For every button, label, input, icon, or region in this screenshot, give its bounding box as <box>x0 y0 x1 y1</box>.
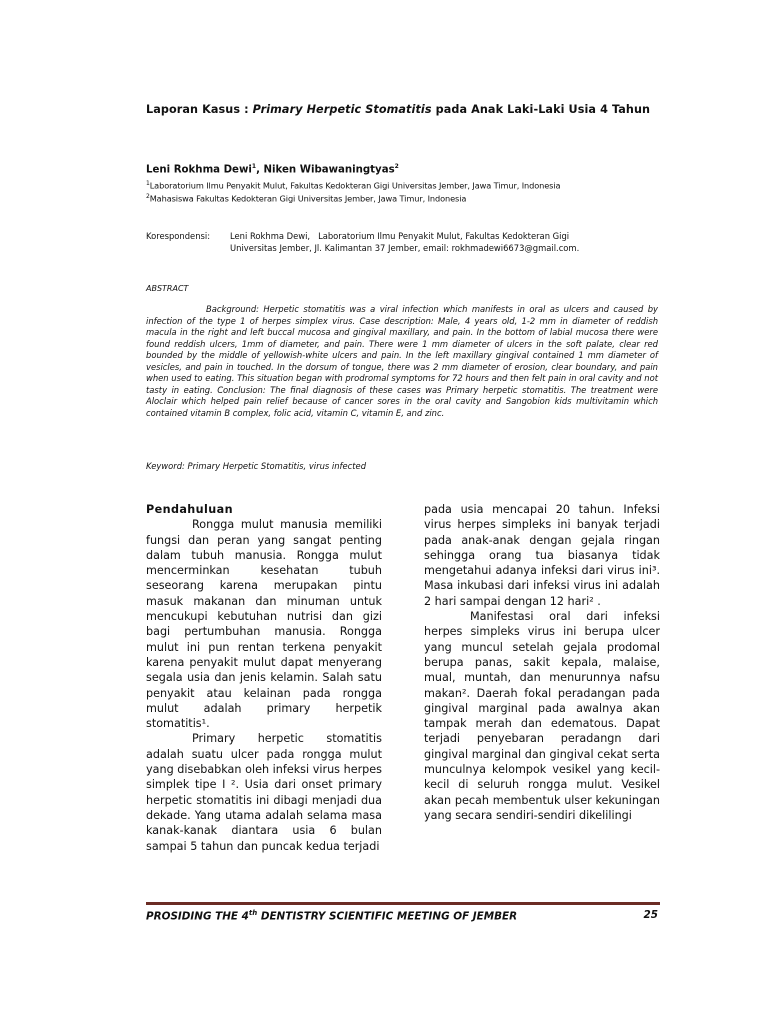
affiliation-2-sup: 2 <box>146 193 150 200</box>
author-1: Leni Rokhma Dewi <box>146 164 252 176</box>
paper-title <box>146 103 666 116</box>
footer-rule <box>146 902 660 905</box>
correspondence <box>146 230 662 254</box>
affiliation-1-sup: 1 <box>146 180 150 187</box>
affiliation-1-text: Laboratorium Ilmu Penyakit Mulut, Fakultas Kedokteran Gigi Universitas Jember, Jawa Timur, Indonesia <box>149 180 561 191</box>
title-suffix: pada Anak Laki-Laki Usia 4 Tahun <box>431 103 651 116</box>
correspondence-label: Korespondensi: <box>146 231 211 241</box>
title-italic: Primary Herpetic Stomatitis <box>252 103 432 116</box>
title-prefix: Laporan Kasus : <box>146 103 253 116</box>
paragraph-right-1: pada usia mencapai 20 tahun. Infeksi virus herpes simpleks ini banyak terjadi pada anak-anak dengan gejala ringan sehingga orang tua biasanya tidak mengetahui adanya infeksi dari virus ini³. Masa inkubasi dari infeksi virus ini adalah 2 hari sampai dengan 12 hari² . <box>424 503 660 608</box>
author-separator: , <box>256 164 264 176</box>
author-2-sup: 2 <box>394 163 399 170</box>
correspondence-line-2: Universitas Jember, Jl. Kalimantan 37 Jember, email: rokhmadewi6673@gmail.com. <box>230 243 580 253</box>
page-number: 25 <box>643 909 658 921</box>
abstract-heading: ABSTRACT <box>146 284 189 293</box>
affiliation-1 <box>146 180 666 191</box>
author-2: Niken Wibawaningtyas <box>263 164 395 176</box>
paragraph-left-2: Primary herpetic stomatitis adalah suatu ulcer pada rongga mulut yang disebabkan oleh infeksi virus herpes simplek tipe I ². Usia dari onset primary herpetic stomatitis ini dibagi menjadi dua dekade. Yang utama adalah selama masa kanak-kanak diantara usia 6 bulan sampai 5 tahun dan puncak kedua terjadi <box>146 732 382 853</box>
footer-proceedings-title <box>146 909 517 922</box>
body-column-left <box>146 502 382 854</box>
authors-line <box>146 163 399 175</box>
abstract-body: Background: Herpetic stomatitis was a viral infection which manifests in oral as ulcers and caused by infection of the type 1 of herpes simplex virus. Case description: Male, 4 years old, 1-2 mm in diameter of reddish macula in the right and left buccal mucosa and gingival maxillary, and pain. In the bottom of labial mucosa there were found reddish ulcers, 1mm of diameter, and pain. There were 1 mm diameter of ulcers in the soft palate, clear red bounded by the middle of yellowish-white ulcers and pain. In the left maxillary gingival contained 1 mm diameter of vesicles, and pain in touched. In the dorsum of tongue, there was 2 mm diameter of erosion, clear boundary, and pain when used to eating. This situation began with prodromal symptoms for 72 hours and then felt pain in oral cavity and not tasty in eating. Conclusion: The final diagnosis of these cases was Primary herpetic stomatitis. The treatment were Aloclair which helped pain relief because of cancer sores in the oral cavity and Sangobion kids multivitamin which contained vitamin B complex, folic acid, vitamin C, vitamin E, and zinc. <box>146 304 658 418</box>
affiliation-2-text: Mahasiswa Fakultas Kedokteran Gigi Universitas Jember, Jawa Timur, Indonesia <box>149 193 467 204</box>
body-column-right <box>424 502 660 823</box>
author-1-sup: 1 <box>251 163 257 170</box>
footer-title-post: DENTISTRY SCIENTIFIC MEETING OF JEMBER <box>257 910 518 923</box>
correspondence-line-1: Leni Rokhma Dewi, Laboratorium Ilmu Penyakit Mulut, Fakultas Kedokteran Gigi <box>230 231 570 241</box>
footer-title-sup: th <box>248 909 258 917</box>
affiliation-2 <box>146 193 666 204</box>
footer-title-pre: PROSIDING THE 4 <box>146 910 249 923</box>
paragraph-right-2: Manifestasi oral dari infeksi herpes simpleks virus ini berupa ulcer yang muncul setelah gejala prodomal berupa panas, sakit kepala, malaise, mual, muntah, dan menurunnya nafsu makan². Daerah fokal peradangan pada gingival marginal pada awalnya akan tampak merah dan edematous. Dapat terjadi penyebaran peradangn dari gingival marginal dan gingival cekat serta munculnya kelompok vesikel yang kecil-kecil di seluruh rongga mulut. Vesikel akan pecah membentuk ulser kekuningan yang secara sendiri-sendiri dikelilingi <box>424 610 660 822</box>
paragraph-left-1: Rongga mulut manusia memiliki fungsi dan peran yang sangat penting dalam tubuh manusia. Rongga mulut mencerminkan kesehatan tubuh seseorang karena merupakan pintu masuk makanan dan minuman untuk mencukupi kebutuhan nutrisi dan gizi bagi pertumbuhan manusia. Rongga mulut ini pun rentan terkena penyakit karena penyakit mulut dapat menyerang segala usia dan jenis kelamin. Salah satu penyakit atau kelainan pada rongga mulut adalah primary herpetik stomatitis¹. <box>146 518 382 731</box>
keywords: Keyword: Primary Herpetic Stomatitis, virus infected <box>146 461 367 471</box>
section-heading: Pendahuluan <box>146 503 233 516</box>
